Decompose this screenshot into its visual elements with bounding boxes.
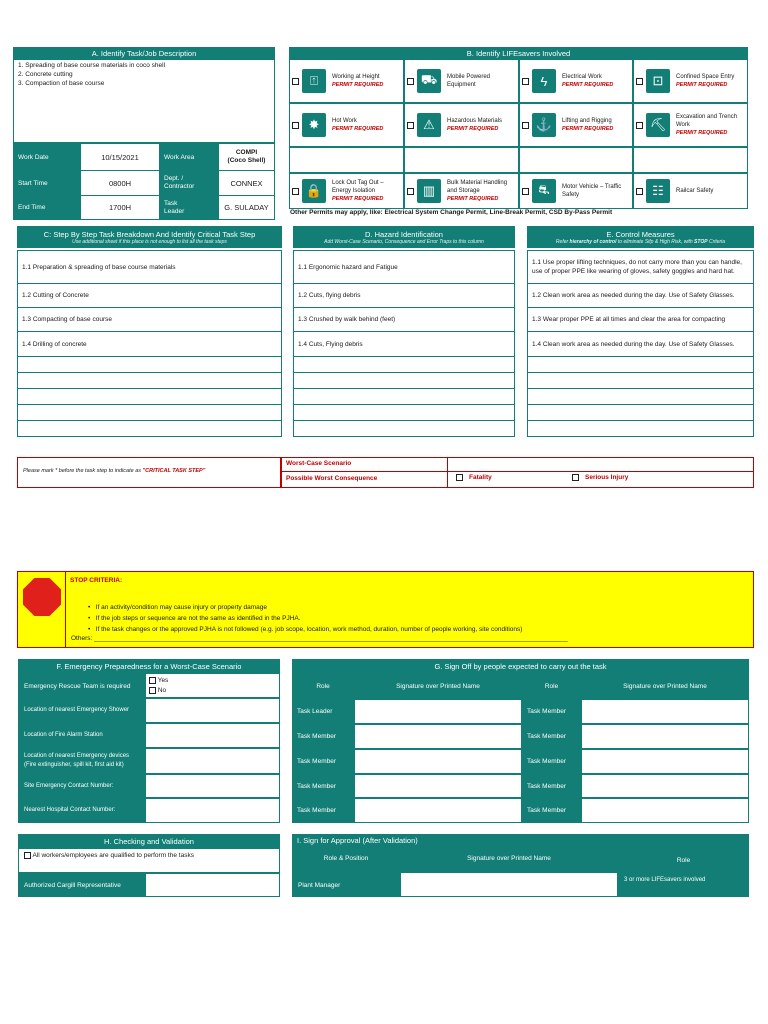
signoff-signature-field[interactable] [581,749,749,774]
stop-criteria-title: STOP CRITERIA: [70,577,123,584]
step-cell-c[interactable] [17,357,282,373]
serious-injury-checkbox[interactable] [572,474,579,481]
emergency-row-label: Location of Fire Alarm Station [18,723,145,748]
lifesaver-name: Railcar Safety [676,188,714,194]
lifesaver-checkbox[interactable] [522,78,529,85]
signoff-role: Task Member [522,699,581,724]
signoff-role: Task Leader [292,699,354,724]
signoff-role: Task Member [522,749,581,774]
step-cell-d[interactable]: 1.3 Crushed by walk behind (feet) [293,308,515,332]
lifesaver-item[interactable] [519,59,633,103]
lifesaver-item[interactable] [404,103,519,147]
step-cell-e[interactable] [527,357,754,373]
section-g-header: G. Sign Off by people expected to carry out the task [292,659,749,673]
hazmat-icon: ⚠ [417,113,441,137]
yes-option[interactable]: Yes [149,676,276,686]
approval-signature-header: Signature over Printed Name [400,848,618,872]
work-date-label: Work Date [14,144,81,171]
step-cell-e[interactable] [527,405,754,421]
step-cell-e[interactable] [527,373,754,389]
permit-required-label: PERMIT REQUIRED [562,126,614,132]
lifesavers-count-label: 3 or more LIFEsavers involved [618,872,749,897]
yes-checkbox[interactable] [149,677,156,684]
emergency-row-label: Location of nearest Emergency devices (Fire extinguisher, spill kit, first aid kit) [18,748,145,774]
signoff-signature-field[interactable] [581,774,749,798]
step-cell-d[interactable] [293,389,515,405]
stop-others-line[interactable]: Others: ___________________________________________________________________________________________________________________________________ [71,635,568,642]
signoff-role: Task Member [522,798,581,823]
signoff-role: Task Member [522,724,581,749]
work-date-value[interactable]: 10/15/2021 [81,144,160,171]
step-cell-d[interactable] [293,373,515,389]
permit-required-label: PERMIT REQUIRED [447,196,499,202]
permit-required-label: PERMIT REQUIRED [676,82,728,88]
lifesaver-checkbox[interactable] [522,122,529,129]
approval-table [292,848,749,897]
lifesaver-item[interactable] [404,173,519,209]
fatality-option[interactable]: Fatality [456,474,492,481]
approval-role-header: Role & Position [292,848,400,872]
signoff-column-header: Signature over Printed Name [354,673,522,699]
lifesavers-grid [289,59,748,209]
other-permits-note: Other Permits may apply, like: Electrical System Change Permit, Line-Break Permit, CSD By-Pass Permit [290,209,613,216]
step-cell-d[interactable] [293,421,515,437]
emergency-row-label: Location of nearest Emergency Shower [18,698,145,723]
task-leader-label: Task Leader [160,196,219,220]
crane-hook-icon: ⚓ [532,113,556,137]
stop-octagon-icon [23,578,61,616]
lifesaver-empty-cell [404,147,519,173]
signoff-signature-field[interactable] [354,699,522,724]
forklift-icon: ⛟ [417,69,441,93]
lifesaver-name: Excavation and Trench Work [676,114,738,128]
possible-consequence-label: Possible Worst Consequence [282,472,448,487]
lifesaver-empty-cell [519,147,633,173]
lifesaver-item[interactable] [633,103,748,147]
lifesaver-checkbox[interactable] [292,78,299,85]
seatbelt-icon: ⛐ [532,179,556,203]
confined-space-icon: ⊡ [646,69,670,93]
lifesaver-checkbox[interactable] [636,78,643,85]
step-cell-e[interactable]: 1.3 Wear proper PPE at all times and clear the area for compacting [527,308,754,332]
no-option[interactable]: No [149,686,276,696]
rescue-team-label: Emergency Rescue Team is required [18,673,145,698]
plant-manager-label: Plant Manager [292,872,400,897]
signoff-signature-field[interactable] [581,724,749,749]
signoff-signature-field[interactable] [581,798,749,823]
lifesaver-name: Mobile Powered Equipment [447,74,491,88]
stop-bullet: • If the task changes or the approved PJHA is not followed (e.g. job scope, location, work method, duration, number of people working, site conditions) [88,626,523,633]
qualified-checkbox[interactable] [24,852,31,859]
section-c-header: C: Step By Step Task Breakdown And Identify Critical Task Step Use additional sheet if this place is not enough to list all the task steps [17,226,282,248]
ladder-icon: ⍐ [302,69,326,93]
dept-label: Dept. / Contractor [160,171,219,196]
lightning-icon: ϟ [532,69,556,93]
welding-icon: ✸ [302,113,326,137]
emergency-row-label: Site Emergency Contact Number: [18,774,145,798]
signoff-signature-field[interactable] [581,699,749,724]
stop-bullet: • If the job steps or sequence are not the same as identified in the PJHA. [88,615,301,622]
permit-required-label: PERMIT REQUIRED [562,82,614,88]
task-leader-value[interactable]: G. SULADAY [219,196,275,220]
step-cell-e[interactable]: 1.4 Clean work area as needed during the day. Use of Safety Glasses. [527,332,754,357]
signoff-column-header: Signature over Printed Name [581,673,749,699]
lifesaver-item[interactable] [633,173,748,209]
lifesaver-item[interactable] [289,103,404,147]
railway-icon: ☷ [646,179,670,203]
lifesaver-name: Lifting and Rigging [562,118,612,124]
qualified-check-row[interactable]: All workers/employees are qualified to perform the tasks [18,848,280,873]
serious-injury-option[interactable]: Serious Injury [572,474,628,481]
section-i-header: I. Sign for Approval (After Validation) [292,834,749,848]
lifesaver-checkbox[interactable] [522,188,529,195]
signoff-signature-field[interactable] [354,724,522,749]
step-cell-c[interactable]: 1.3 Compacting of base course [17,308,282,332]
work-area-label: Work Area [160,144,219,171]
lifesaver-name: Bulk Material Handling and Storage [447,180,508,194]
step-cell-c[interactable]: 1.1 Preparation & spreading of base course materials [17,250,282,284]
stop-bullet: • If an activity/condition may cause injury or property damage [88,604,267,611]
emergency-table [18,698,280,823]
step-cell-d[interactable]: 1.4 Cuts, Flying debris [293,332,515,357]
start-time-value[interactable]: 0800H [81,171,160,196]
step-cell-e[interactable]: 1.2 Clean work area as needed during the day. Use of Safety Glasses. [527,284,754,308]
work-area-value[interactable]: COMPI (Coco Shell) [219,144,275,171]
emergency-row-field[interactable] [145,798,280,823]
section-b-header: B. Identify LIFEsavers Involved [289,47,748,59]
permit-required-label: PERMIT REQUIRED [676,130,728,136]
emergency-row-field[interactable] [145,748,280,774]
step-cell-d[interactable]: 1.2 Cuts, flying debris [293,284,515,308]
signoff-role: Task Member [292,724,354,749]
section-a-header: A. Identify Task/Job Description [13,47,275,59]
plant-manager-signature[interactable] [400,872,618,897]
signoff-column-header: Role [292,673,354,699]
lifesaver-checkbox[interactable] [292,188,299,195]
lifesaver-item[interactable] [289,173,404,209]
step-cell-d[interactable] [293,357,515,373]
step-cell-c[interactable] [17,405,282,421]
end-time-label: End Time [14,196,81,220]
step-cell-c[interactable]: 1.2 Cutting of Concrete [17,284,282,308]
task-item: 3. Compaction of base course [18,80,105,87]
signoff-role: Task Member [292,774,354,798]
worst-case-field[interactable] [448,458,753,472]
permit-required-label: PERMIT REQUIRED [447,126,499,132]
section-h-header: H. Checking and Validation [18,834,280,848]
critical-task-note: Please mark * before the task step to indicate as "CRITICAL TASK STEP" [17,457,281,488]
lifesaver-name: Motor Vehicle – Traffic Safety [562,184,622,198]
excavation-icon: ⛏ [646,113,670,137]
section-e-header: E. Control Measures Refer hierarchy of control to eliminate Sifp & High Risk, with STOP Criteria [527,226,754,248]
lifesaver-checkbox[interactable] [407,188,414,195]
step-cell-c[interactable] [17,373,282,389]
lifesaver-name: Hot Work [332,118,357,124]
step-cell-e[interactable] [527,389,754,405]
lifesaver-checkbox[interactable] [407,122,414,129]
task-item: 2. Concrete cutting [18,71,73,78]
emergency-row-field[interactable] [145,774,280,798]
signoff-signature-field[interactable] [354,749,522,774]
authorized-rep-field[interactable] [145,873,280,897]
signoff-role: Task Member [522,774,581,798]
lifesaver-name: Lock Out Tag Out – Energy Isolation [332,180,384,194]
dept-value[interactable]: CONNEX [219,171,275,196]
lifesaver-name: Confined Space Entry [676,74,735,80]
lifesaver-item[interactable] [289,59,404,103]
lifesaver-item[interactable] [633,59,748,103]
lifesaver-empty-cell [633,147,748,173]
silo-icon: ▥ [417,179,441,203]
lifesaver-checkbox[interactable] [636,188,643,195]
step-cell-c[interactable] [17,421,282,437]
padlock-icon: 🔒 [302,179,326,203]
emergency-row-label: Nearest Hospital Contact Number: [18,798,145,823]
step-cell-e[interactable]: 1.1 Use proper lifting techniques, do not carry more than you can handle, use of proper PPE like wearing of gloves, safety goggles and hard hat. [527,250,754,284]
task-description-box [13,59,275,143]
lifesaver-name: Electrical Work [562,74,602,80]
signoff-column-header: Role [522,673,581,699]
signoff-signature-field[interactable] [354,798,522,823]
step-cell-c[interactable]: 1.4 Drilling of concrete [17,332,282,357]
rescue-team-options [145,673,280,698]
lifesaver-empty-cell [289,147,404,173]
lifesaver-item[interactable] [404,59,519,103]
step-cell-e[interactable] [527,421,754,437]
no-checkbox[interactable] [149,687,156,694]
step-cell-c[interactable] [17,389,282,405]
emergency-row-field[interactable] [145,698,280,723]
signoff-table [292,673,749,823]
step-cell-d[interactable] [293,405,515,421]
step-cell-d[interactable]: 1.1 Ergonomic hazard and Fatigue [293,250,515,284]
permit-required-label: PERMIT REQUIRED [332,82,384,88]
lifesaver-checkbox[interactable] [292,122,299,129]
signoff-role: Task Member [292,798,354,823]
permit-required-label: PERMIT REQUIRED [332,196,384,202]
lifesaver-name: Hazardous Materials [447,118,503,124]
section-f-header: F. Emergency Preparedness for a Worst-Case Scenario [18,659,280,673]
signoff-role: Task Member [292,749,354,774]
worst-case-table [281,457,754,488]
approval-role2-header: Role [618,848,749,872]
signoff-signature-field[interactable] [354,774,522,798]
lifesaver-name: Working at Height [332,74,380,80]
lifesaver-checkbox[interactable] [407,78,414,85]
work-info-table [13,143,275,220]
section-d-header: D. Hazard Identification Add Worst-Case Scenario, Consequence and Error Traps to this column [293,226,515,248]
stop-criteria-box [17,571,754,648]
lifesaver-item[interactable] [519,173,633,209]
start-time-label: Start Time [14,171,81,196]
lifesaver-item[interactable] [519,103,633,147]
authorized-rep-label: Authorized Cargill Representative [18,873,145,897]
task-breakdown-table [17,250,754,436]
end-time-value[interactable]: 1700H [81,196,160,220]
emergency-row-field[interactable] [145,723,280,748]
stop-criteria-list [88,602,522,635]
fatality-checkbox[interactable] [456,474,463,481]
worst-case-label: Worst-Case Scenario [282,458,448,472]
lifesaver-checkbox[interactable] [636,122,643,129]
permit-required-label: PERMIT REQUIRED [332,126,384,132]
task-item: 1. Spreading of base course materials in coco shell [18,62,166,69]
